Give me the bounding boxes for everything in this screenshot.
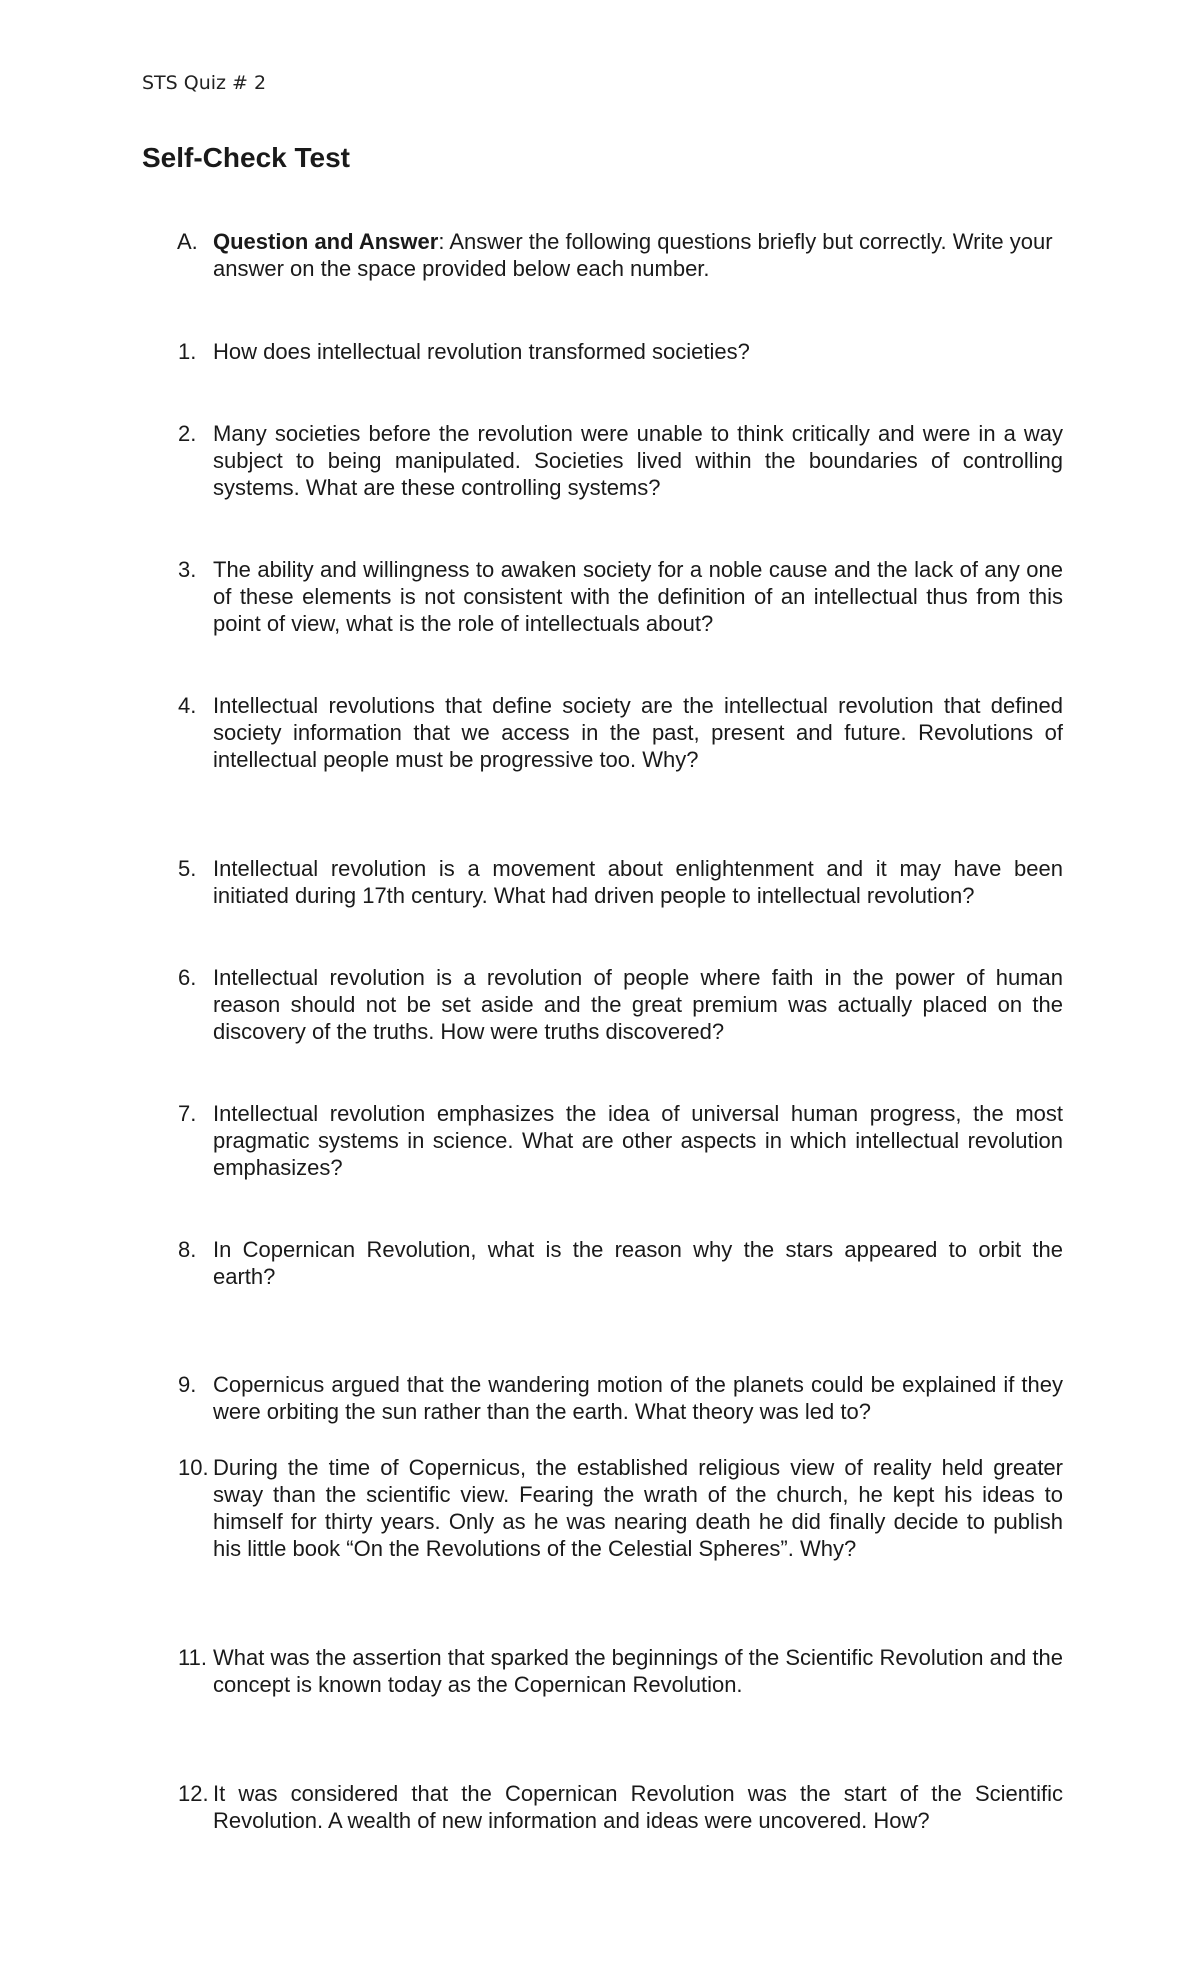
- question-8: [178, 1236, 1063, 1290]
- page-header: STS Quiz # 2: [142, 72, 267, 94]
- question-number: 11.: [178, 1645, 207, 1670]
- question-text: Intellectual revolution emphasizes the idea of universal human progress, the most pragmatic systems in science. What are other aspects in which intellectual revolution emphasizes?: [213, 1101, 1063, 1180]
- question-11: [178, 1644, 1063, 1698]
- question-4: [178, 692, 1063, 773]
- section-heading: Question and Answer: [213, 229, 439, 254]
- question-text: It was considered that the Copernican Revolution was the start of the Scientific Revolution. A wealth of new information and ideas were uncovered. How?: [213, 1781, 1063, 1833]
- question-text: How does intellectual revolution transformed societies?: [213, 339, 750, 364]
- question-3: [178, 556, 1063, 637]
- question-number: 2.: [178, 421, 197, 446]
- question-text: The ability and willingness to awaken society for a noble cause and the lack of any one of these elements is not consistent with the definition of an intellectual thus from this point of view, what is the role of intellectuals about?: [213, 557, 1063, 636]
- section-a-instructions: [178, 228, 1058, 282]
- question-number: 7.: [178, 1101, 197, 1126]
- question-number: 1.: [178, 339, 197, 364]
- question-number: 10.: [178, 1455, 209, 1480]
- question-text: Intellectual revolutions that define society are the intellectual revolution that defined society information that we access in the past, present and future. Revolutions of intellectual people must be progressive too. Why?: [213, 693, 1063, 772]
- question-6: [178, 964, 1063, 1045]
- question-10: [178, 1454, 1063, 1562]
- question-text: Many societies before the revolution were unable to think critically and were in a way subject to being manipulated. Societies lived within the boundaries of controlling systems. What are these controlling systems?: [213, 421, 1063, 500]
- question-number: 12.: [178, 1781, 209, 1806]
- question-number: 3.: [178, 557, 197, 582]
- question-number: 8.: [178, 1237, 197, 1262]
- page-title: Self-Check Test: [142, 142, 350, 173]
- question-number: 6.: [178, 965, 197, 990]
- question-text: Intellectual revolution is a revolution of people where faith in the power of human reason should not be set aside and the great premium was actually placed on the discovery of the truths. How were truths discovered?: [213, 965, 1063, 1044]
- question-7: [178, 1100, 1063, 1181]
- question-12: [178, 1780, 1063, 1834]
- question-text: In Copernican Revolution, what is the reason why the stars appeared to orbit the earth?: [213, 1237, 1063, 1289]
- question-number: 5.: [178, 856, 197, 881]
- question-text: During the time of Copernicus, the established religious view of reality held greater sway than the scientific view. Fearing the wrath of the church, he kept his ideas to himself for thirty years. Only as he was nearing death he did finally decide to publish his little book “On the Revolutions of the Celestial Spheres”. Why?: [213, 1455, 1063, 1561]
- question-9: [178, 1371, 1063, 1425]
- question-number: 4.: [178, 693, 197, 718]
- question-number: 9.: [178, 1372, 197, 1397]
- question-5: [178, 855, 1063, 909]
- section-instructions: : Answer the following questions briefly but correctly. Write your answer on the space provided below each number.: [213, 229, 1053, 281]
- question-text: What was the assertion that sparked the beginnings of the Scientific Revolution and the concept is known today as the Copernican Revolution.: [213, 1645, 1063, 1697]
- question-2: [178, 420, 1063, 501]
- section-marker: A.: [177, 229, 198, 254]
- question-1: [178, 338, 1063, 365]
- question-text: Intellectual revolution is a movement about enlightenment and it may have been initiated during 17th century. What had driven people to intellectual revolution?: [213, 856, 1063, 908]
- question-text: Copernicus argued that the wandering motion of the planets could be explained if they were orbiting the sun rather than the earth. What theory was led to?: [213, 1372, 1063, 1424]
